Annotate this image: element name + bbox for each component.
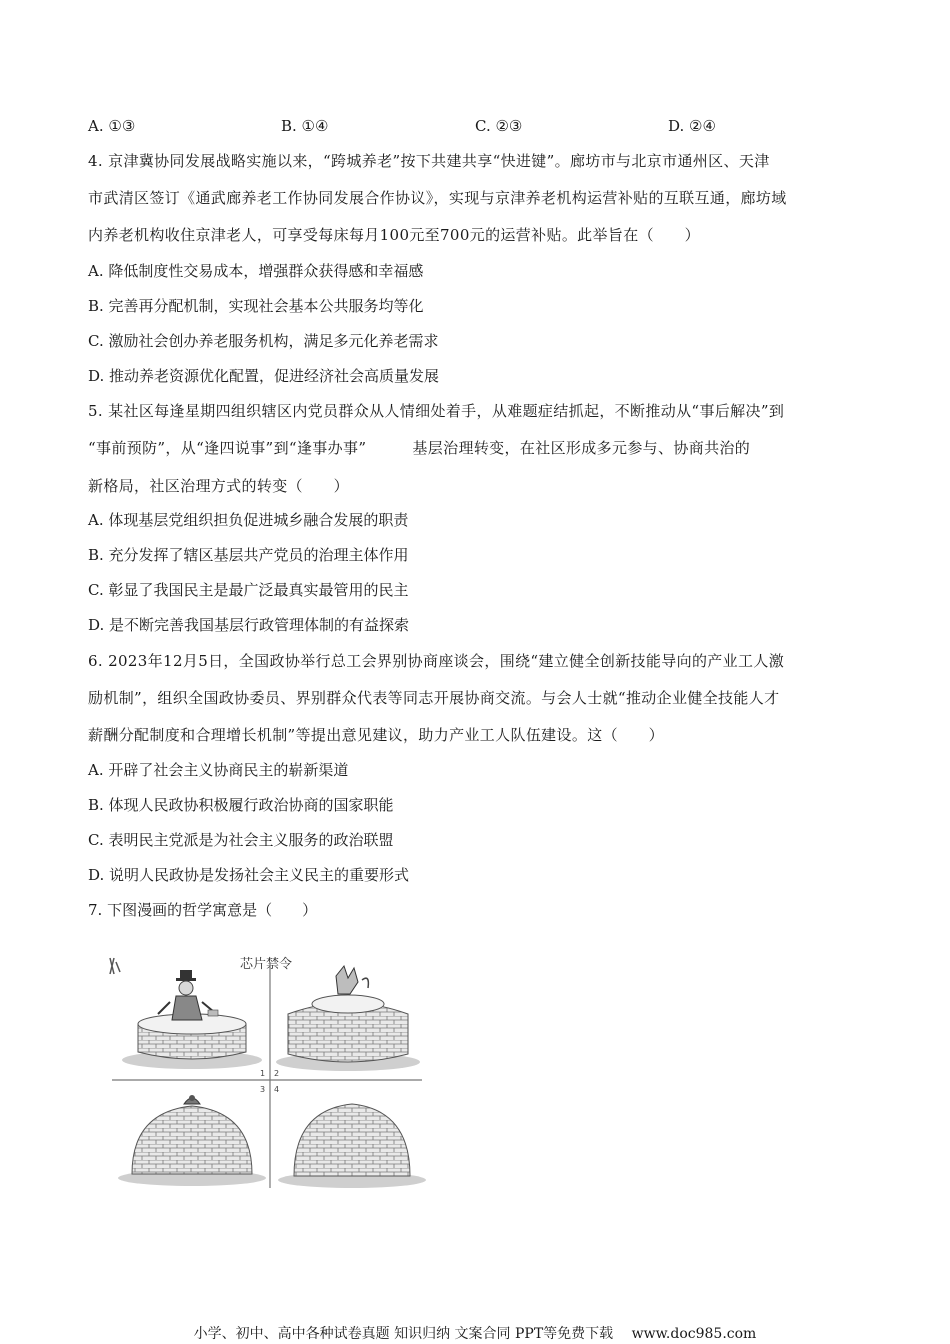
q3-option-d: D. ②④: [668, 117, 716, 135]
q4-stem-line: 4. 京津冀协同发展战略实施以来，“跨城养老”按下共建共享“快进键”。廊坊市与北京市通州区、天津: [88, 152, 770, 170]
q6-stem-line: 励机制”，组织全国政协委员、界别群众代表等同志开展协商交流。与会人士就“推动企业健全技能人才: [88, 689, 780, 707]
q6-option-a: A. 开辟了社会主义协商民主的崭新渠道: [88, 761, 349, 779]
panel-4-closed-dome: [278, 1104, 426, 1188]
panel-number-2: 2: [274, 1069, 280, 1078]
panel-3-dome-with-top: [118, 1095, 266, 1186]
q6-option-d: D. 说明人民政协是发扬社会主义民主的重要形式: [88, 866, 410, 884]
q6-option-c: C. 表明民主党派是为社会主义服务的政治联盟: [88, 831, 394, 849]
comic-title: 芯片禁令: [240, 957, 293, 972]
panel-2-figure-in-tall-wall: [276, 966, 420, 1071]
q7-stem: 7. 下图漫画的哲学寓意是（ ）: [88, 901, 318, 919]
q6-option-b: B. 体现人民政协积极履行政治协商的国家职能: [88, 796, 394, 814]
panel-number-4: 4: [274, 1085, 280, 1094]
q4-option-c: C. 激励社会创办养老服务机构，满足多元化养老需求: [88, 332, 439, 350]
comic-image: [100, 952, 430, 1192]
panel-1-figure-building-wall: [122, 970, 262, 1069]
q3-option-b: B. ①④: [281, 117, 329, 135]
panel-number-3: 3: [260, 1085, 266, 1094]
q5-option-d: D. 是不断完善我国基层行政管理体制的有益探索: [88, 616, 410, 634]
q3-option-c: C. ②③: [475, 117, 523, 135]
q4-option-b: B. 完善再分配机制，实现社会基本公共服务均等化: [88, 297, 424, 315]
q4-stem-line: 市武清区签订《通武廊养老工作协同发展合作协议》，实现与京津养老机构运营补贴的互联互通，廊坊域: [88, 189, 787, 207]
q6-stem-line: 6. 2023年12月5日，全国政协举行总工会界别协商座谈会，围绕“建立健全创新技能导向的产业工人激: [88, 652, 785, 670]
q5-stem-line: 5. 某社区每逢星期四组织辖区内党员群众从人情细处着手，从难题症结抓起，不断推动从“事后解决”到: [88, 402, 785, 420]
q5-stem-line: “事前预防”，从“逢四说事”到“逢事办事” 基层治理转变，在社区形成多元参与、协商共治的: [88, 439, 751, 457]
q4-option-a: A. 降低制度性交易成本，增强群众获得感和幸福感: [88, 262, 424, 280]
panel-number-1: 1: [260, 1069, 266, 1078]
q3-option-a: A. ①③: [88, 117, 136, 135]
q6-stem-line: 薪酬分配制度和合理增长机制”等提出意见建议，助力产业工人队伍建设。这（ ）: [88, 726, 664, 744]
q5-option-a: A. 体现基层党组织担负促进城乡融合发展的职责: [88, 511, 409, 529]
q5-option-b: B. 充分发挥了辖区基层共产党员的治理主体作用: [88, 546, 409, 564]
q5-stem-line: 新格局，社区治理方式的转变（ ）: [88, 477, 349, 495]
q4-stem-line: 内养老机构收住京津老人，可享受每床每月100元至700元的运营补贴。此举旨在（ ）: [88, 226, 700, 244]
corner-mark: [110, 958, 120, 974]
q4-option-d: D. 推动养老资源优化配置，促进经济社会高质量发展: [88, 367, 440, 385]
q5-option-c: C. 彰显了我国民主是最广泛最真实最管用的民主: [88, 581, 409, 599]
page-footer: 小学、初中、高中各种试卷真题 知识归纳 文案合同 PPT等免费下载 www.doc985.com: [193, 1326, 757, 1342]
